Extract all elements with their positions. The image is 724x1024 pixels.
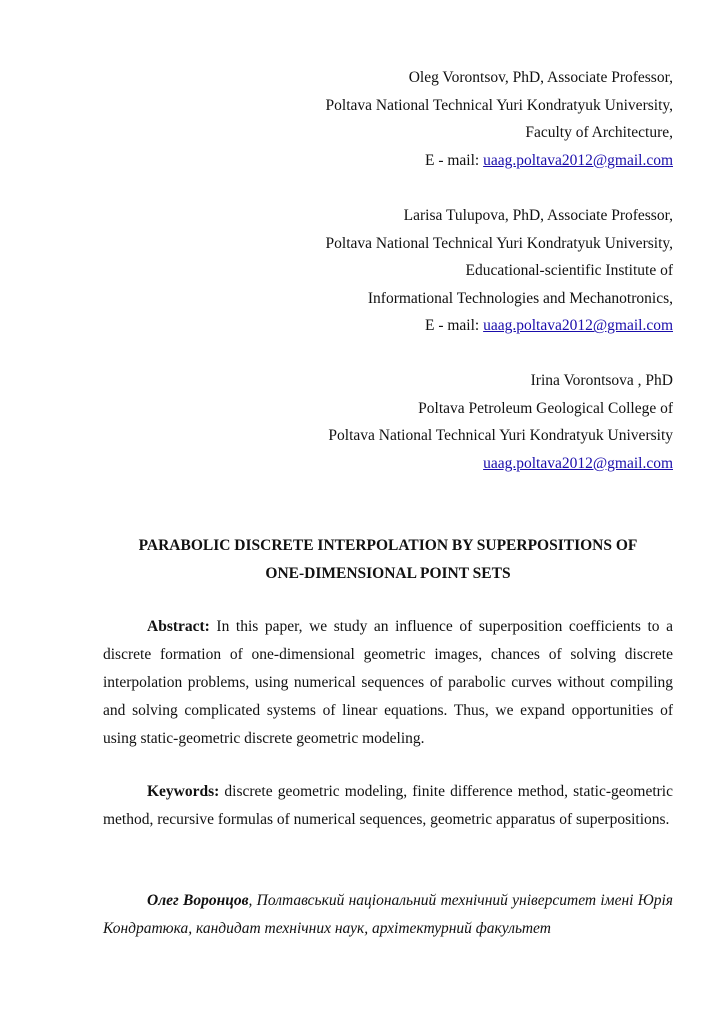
- author-university-line: Poltava National Technical Yuri Kondratyuk University: [328, 427, 673, 445]
- author-institute-line: Educational-scientific Institute of: [465, 262, 673, 280]
- author-college-line: Poltava Petroleum Geological College of: [418, 399, 673, 417]
- keywords-text: discrete geometric modeling, finite difference method, static-geometric method, recursive formulas of numerical sequences, geometric apparatus of superpositions.: [103, 783, 673, 828]
- author-email-line: [326, 312, 673, 340]
- author-affiliation-1: [326, 64, 673, 174]
- email-prefix: E - mail:: [424, 151, 484, 169]
- email-link[interactable]: uaag.poltava2012@gmail.com: [483, 151, 673, 169]
- ukrainian-author-text: , Полтавський національний технічний університет імені Юрія Кондратюка, кандидат технічних наук, архітектурний факультет: [103, 892, 673, 937]
- email-prefix: E - mail:: [424, 317, 484, 335]
- author-institute-line-2: Informational Technologies and Mechanotronics,: [367, 289, 673, 307]
- ukrainian-author-paragraph: [103, 887, 673, 943]
- abstract-text: In this paper, we study an influence of superposition coefficients to a discrete formation of one-dimensional geometric images, chances of solving discrete interpolation problems, using numerical sequences of parabolic curves without compiling and solving complicated systems of linear equations. Thus, we expand opportunities of using static-geometric discrete geometric modeling.: [103, 618, 673, 747]
- email-link[interactable]: uaag.poltava2012@gmail.com: [483, 317, 673, 335]
- author-name-line: Larisa Tulupova, PhD, Associate Professor,: [403, 207, 673, 224]
- author-affiliation-3: [328, 367, 673, 477]
- author-name-line: Irina Vorontsova , PhD: [530, 372, 673, 389]
- author-email-line: [328, 450, 673, 478]
- abstract-paragraph: [103, 613, 673, 753]
- abstract-label: Abstract:: [147, 618, 210, 635]
- author-name-line: Oleg Vorontsov, PhD, Associate Professor,: [408, 69, 673, 86]
- title-line-1: PARABOLIC DISCRETE INTERPOLATION BY SUPERPOSITIONS OF: [138, 537, 638, 554]
- author-affiliation-2: [326, 202, 673, 340]
- paper-page: [103, 0, 673, 1024]
- ukrainian-author-name: Олег Воронцов: [147, 892, 249, 909]
- email-link[interactable]: uaag.poltava2012@gmail.com: [483, 454, 673, 472]
- author-university-line: Poltava National Technical Yuri Kondratyuk University,: [325, 96, 673, 114]
- paper-title: [103, 532, 673, 588]
- title-line-2: ONE-DIMENSIONAL POINT SETS: [265, 565, 511, 582]
- author-email-line: [326, 147, 673, 175]
- author-faculty-line: Faculty of Architecture,: [525, 124, 673, 142]
- author-university-line: Poltava National Technical Yuri Kondratyuk University,: [325, 234, 673, 252]
- keywords-label: Keywords:: [147, 783, 220, 800]
- keywords-paragraph: [103, 778, 673, 834]
